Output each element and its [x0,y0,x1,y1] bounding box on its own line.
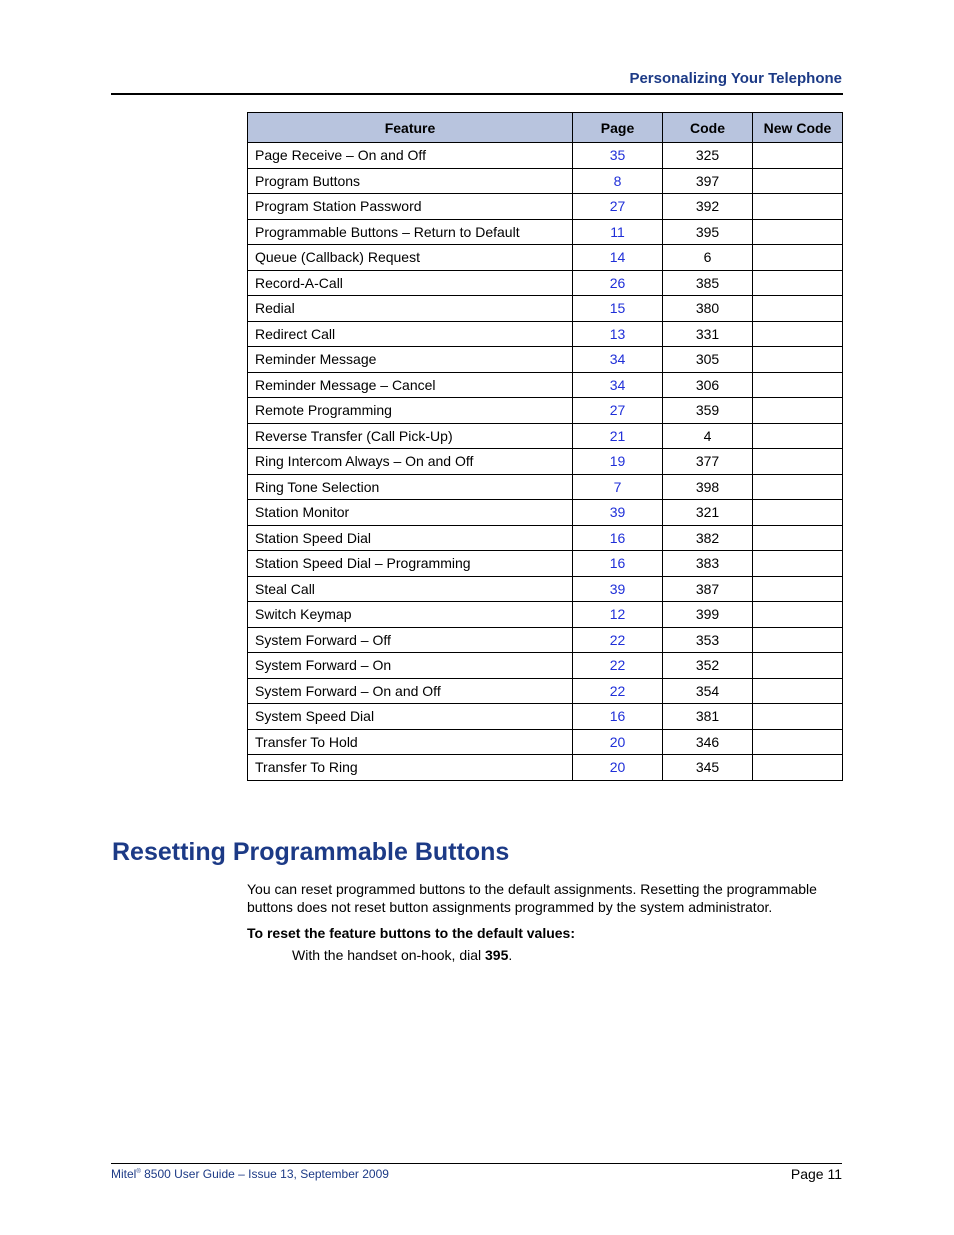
column-header-feature: Feature [248,113,573,143]
code-cell: 381 [663,704,753,730]
page-link[interactable]: 16 [573,551,663,577]
new-code-cell [753,729,843,755]
table-row [248,270,843,296]
page-link[interactable]: 22 [573,653,663,679]
feature-cell: Station Monitor [248,500,573,526]
code-cell: 397 [663,168,753,194]
page-link[interactable]: 34 [573,347,663,373]
table-row [248,551,843,577]
table-row [248,321,843,347]
feature-cell: Page Receive – On and Off [248,143,573,169]
page-link[interactable]: 13 [573,321,663,347]
new-code-cell [753,602,843,628]
feature-cell: Queue (Callback) Request [248,245,573,271]
step-text: With the handset on-hook, dial [292,947,486,963]
page-link[interactable]: 34 [573,372,663,398]
feature-cell: Remote Programming [248,398,573,424]
code-cell: 345 [663,755,753,781]
page-link[interactable]: 39 [573,500,663,526]
table-row [248,372,843,398]
table-row [248,704,843,730]
feature-cell: Transfer To Ring [248,755,573,781]
table-row [248,219,843,245]
code-cell: 352 [663,653,753,679]
page-link[interactable]: 22 [573,627,663,653]
page-link[interactable]: 8 [573,168,663,194]
header-rule [111,93,843,95]
new-code-cell [753,245,843,271]
page-link[interactable]: 19 [573,449,663,475]
feature-cell: Reverse Transfer (Call Pick-Up) [248,423,573,449]
code-cell: 4 [663,423,753,449]
new-code-cell [753,576,843,602]
column-header-code: Code [663,113,753,143]
table-row [248,500,843,526]
footer-brand: Mitel [111,1167,137,1181]
table-row [248,602,843,628]
feature-cell: Reminder Message [248,347,573,373]
feature-cell: Switch Keymap [248,602,573,628]
page-link[interactable]: 27 [573,194,663,220]
feature-cell: Programmable Buttons – Return to Default [248,219,573,245]
new-code-cell [753,194,843,220]
table-row [248,347,843,373]
page-link[interactable]: 11 [573,219,663,245]
new-code-cell [753,372,843,398]
code-cell: 353 [663,627,753,653]
code-cell: 346 [663,729,753,755]
feature-cell: Reminder Message – Cancel [248,372,573,398]
registered-mark: ® [136,1169,141,1175]
table-row [248,296,843,322]
code-cell: 383 [663,551,753,577]
new-code-cell [753,551,843,577]
step-code: 395 [485,947,509,963]
feature-cell: Station Speed Dial – Programming [248,551,573,577]
new-code-cell [753,347,843,373]
table-row [248,398,843,424]
feature-cell: System Forward – On and Off [248,678,573,704]
feature-cell: Redial [248,296,573,322]
new-code-cell [753,449,843,475]
code-cell: 359 [663,398,753,424]
procedure-step [292,947,512,963]
table-row [248,423,843,449]
code-cell: 399 [663,602,753,628]
footer-doc-title: 8500 User Guide – Issue 13, September 2009 [140,1167,389,1181]
code-cell: 325 [663,143,753,169]
new-code-cell [753,755,843,781]
page-link[interactable]: 27 [573,398,663,424]
page-link[interactable]: 26 [573,270,663,296]
new-code-cell [753,627,843,653]
table-row [248,576,843,602]
code-cell: 392 [663,194,753,220]
feature-cell: Program Buttons [248,168,573,194]
new-code-cell [753,168,843,194]
feature-code-table [247,112,843,781]
code-cell: 306 [663,372,753,398]
table-body [248,143,843,781]
new-code-cell [753,653,843,679]
table-row [248,194,843,220]
code-cell: 6 [663,245,753,271]
code-cell: 382 [663,525,753,551]
table-row [248,653,843,679]
table-row [248,449,843,475]
page-link[interactable]: 35 [573,143,663,169]
feature-cell: Transfer To Hold [248,729,573,755]
new-code-cell [753,704,843,730]
page-link[interactable]: 20 [573,755,663,781]
new-code-cell [753,219,843,245]
new-code-cell [753,423,843,449]
footer-page-number: Page 11 [790,1166,842,1182]
page-link[interactable]: 12 [573,602,663,628]
column-header-page: Page [573,113,663,143]
feature-cell: Steal Call [248,576,573,602]
code-cell: 380 [663,296,753,322]
new-code-cell [753,678,843,704]
page-link[interactable]: 15 [573,296,663,322]
table-row [248,755,843,781]
section-title: Resetting Programmable Buttons [112,838,510,866]
new-code-cell [753,321,843,347]
section-paragraph: You can reset programmed buttons to the default assignments. Resetting the programmable buttons does not reset button assignments programmed by the system administrator. [247,881,817,915]
code-cell: 398 [663,474,753,500]
procedure-title: To reset the feature buttons to the default values: [247,925,576,941]
new-code-cell [753,525,843,551]
table-header-row [248,113,843,143]
page-link[interactable]: 14 [573,245,663,271]
page-link[interactable]: 39 [573,576,663,602]
page-link[interactable]: 21 [573,423,663,449]
page-link[interactable]: 16 [573,704,663,730]
table-row [248,729,843,755]
table-row [248,525,843,551]
code-cell: 385 [663,270,753,296]
footer-rule [111,1163,842,1164]
feature-cell: Redirect Call [248,321,573,347]
table-row [248,678,843,704]
feature-cell: Record-A-Call [248,270,573,296]
code-cell: 387 [663,576,753,602]
page-link[interactable]: 22 [573,678,663,704]
page-link[interactable]: 20 [573,729,663,755]
feature-cell: Ring Tone Selection [248,474,573,500]
code-cell: 395 [663,219,753,245]
code-cell: 377 [663,449,753,475]
page-link[interactable]: 7 [573,474,663,500]
running-header-title: Personalizing Your Telephone [629,70,842,87]
new-code-cell [753,474,843,500]
step-suffix: . [508,947,513,963]
code-cell: 354 [663,678,753,704]
feature-cell: System Speed Dial [248,704,573,730]
feature-cell: Station Speed Dial [248,525,573,551]
column-header-new-code: New Code [753,113,843,143]
feature-cell: Program Station Password [248,194,573,220]
code-cell: 331 [663,321,753,347]
page-link[interactable]: 16 [573,525,663,551]
table-row [248,627,843,653]
new-code-cell [753,270,843,296]
footer-doc-info [111,1167,389,1181]
new-code-cell [753,143,843,169]
table-row [248,143,843,169]
table-row [248,245,843,271]
feature-cell: System Forward – Off [248,627,573,653]
new-code-cell [753,296,843,322]
code-cell: 305 [663,347,753,373]
table-row [248,168,843,194]
table-row [248,474,843,500]
new-code-cell [753,500,843,526]
new-code-cell [753,398,843,424]
code-cell: 321 [663,500,753,526]
feature-cell: Ring Intercom Always – On and Off [248,449,573,475]
feature-cell: System Forward – On [248,653,573,679]
